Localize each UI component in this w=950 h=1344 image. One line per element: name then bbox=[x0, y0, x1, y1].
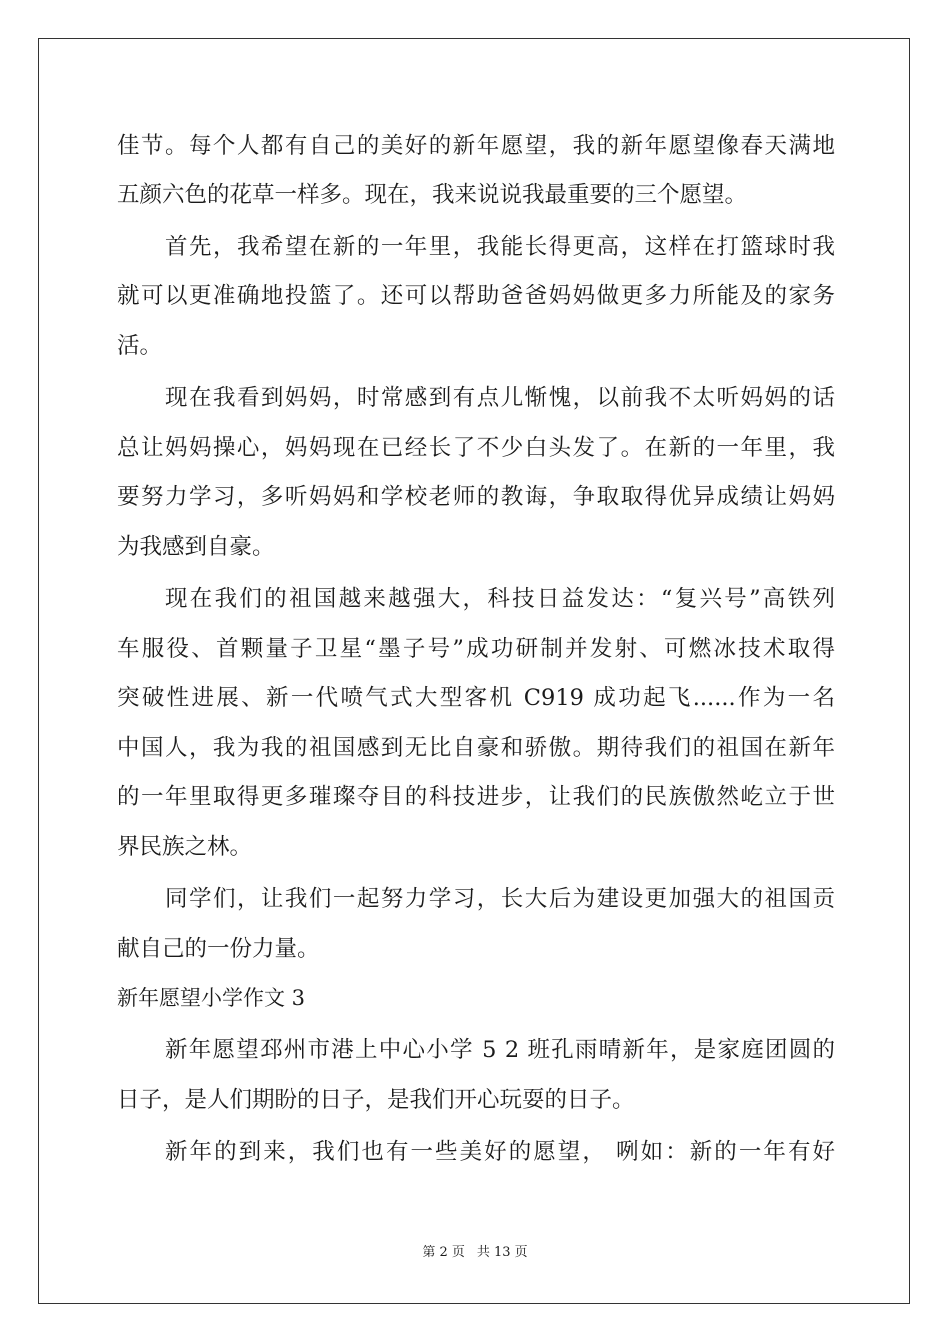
text-line: 新年愿望邳州市港上中心小学 5 2 班孔雨晴新年，是家庭团圆的 bbox=[165, 1037, 835, 1063]
text-line: 献自己的一份力量。 bbox=[117, 936, 320, 962]
text-line: 同学们，让我们一起努力学习，长大后为建设更加强大的祖国贡 bbox=[165, 886, 835, 912]
text-line: 突破性进展、新一代喷气式大型客机 C919 成功起飞......作为一名 bbox=[117, 685, 835, 711]
text-line: 车服役、首颗量子卫星“墨子号”成功研制并发射、可燃冰技术取得 bbox=[117, 636, 835, 662]
section-heading: 新年愿望小学作文 3 bbox=[117, 986, 306, 1010]
text-line: 日子，是人们期盼的日子，是我们开心玩耍的日子。 bbox=[117, 1087, 635, 1113]
text-line: 中国人，我为我的祖国感到无比自豪和骄傲。期待我们的祖国在新年 bbox=[117, 735, 835, 761]
text-line: 活。 bbox=[117, 333, 163, 359]
text-line: 佳节。每个人都有自己的美好的新年愿望，我的新年愿望像春天满地 bbox=[117, 133, 835, 159]
text-line: 界民族之林。 bbox=[117, 834, 253, 860]
text-line: 现在我看到妈妈，时常感到有点儿惭愧，以前我不太听妈妈的话 bbox=[165, 385, 835, 411]
text-line: 要努力学习，多听妈妈和学校老师的教诲，争取取得优异成绩让妈妈 bbox=[117, 484, 835, 510]
text-line: 现在我们的祖国越来越强大，科技日益发达：“复兴号”高铁列 bbox=[165, 586, 835, 612]
page-footer bbox=[0, 1243, 950, 1263]
text-line: 总让妈妈操心，妈妈现在已经长了不少白头发了。在新的一年里，我 bbox=[117, 435, 835, 461]
text-line: 新年的到来，我们也有一些美好的愿望， 咧如：新的一年有好 bbox=[165, 1139, 835, 1165]
text-line: 为我感到自豪。 bbox=[117, 534, 275, 560]
page-number: 第 2 页 bbox=[422, 1245, 465, 1260]
text-line: 的一年里取得更多璀璨夺目的科技进步，让我们的民族傲然屹立于世 bbox=[117, 784, 835, 810]
text-line: 首先，我希望在新的一年里，我能长得更高，这样在打篮球时我 bbox=[165, 234, 835, 260]
text-line: 五颜六色的花草一样多。现在，我来说说我最重要的三个愿望。 bbox=[117, 182, 748, 208]
text-line: 就可以更准确地投篮了。还可以帮助爸爸妈妈做更多力所能及的家务 bbox=[117, 283, 835, 309]
page-total: 共 13 页 bbox=[476, 1245, 528, 1260]
